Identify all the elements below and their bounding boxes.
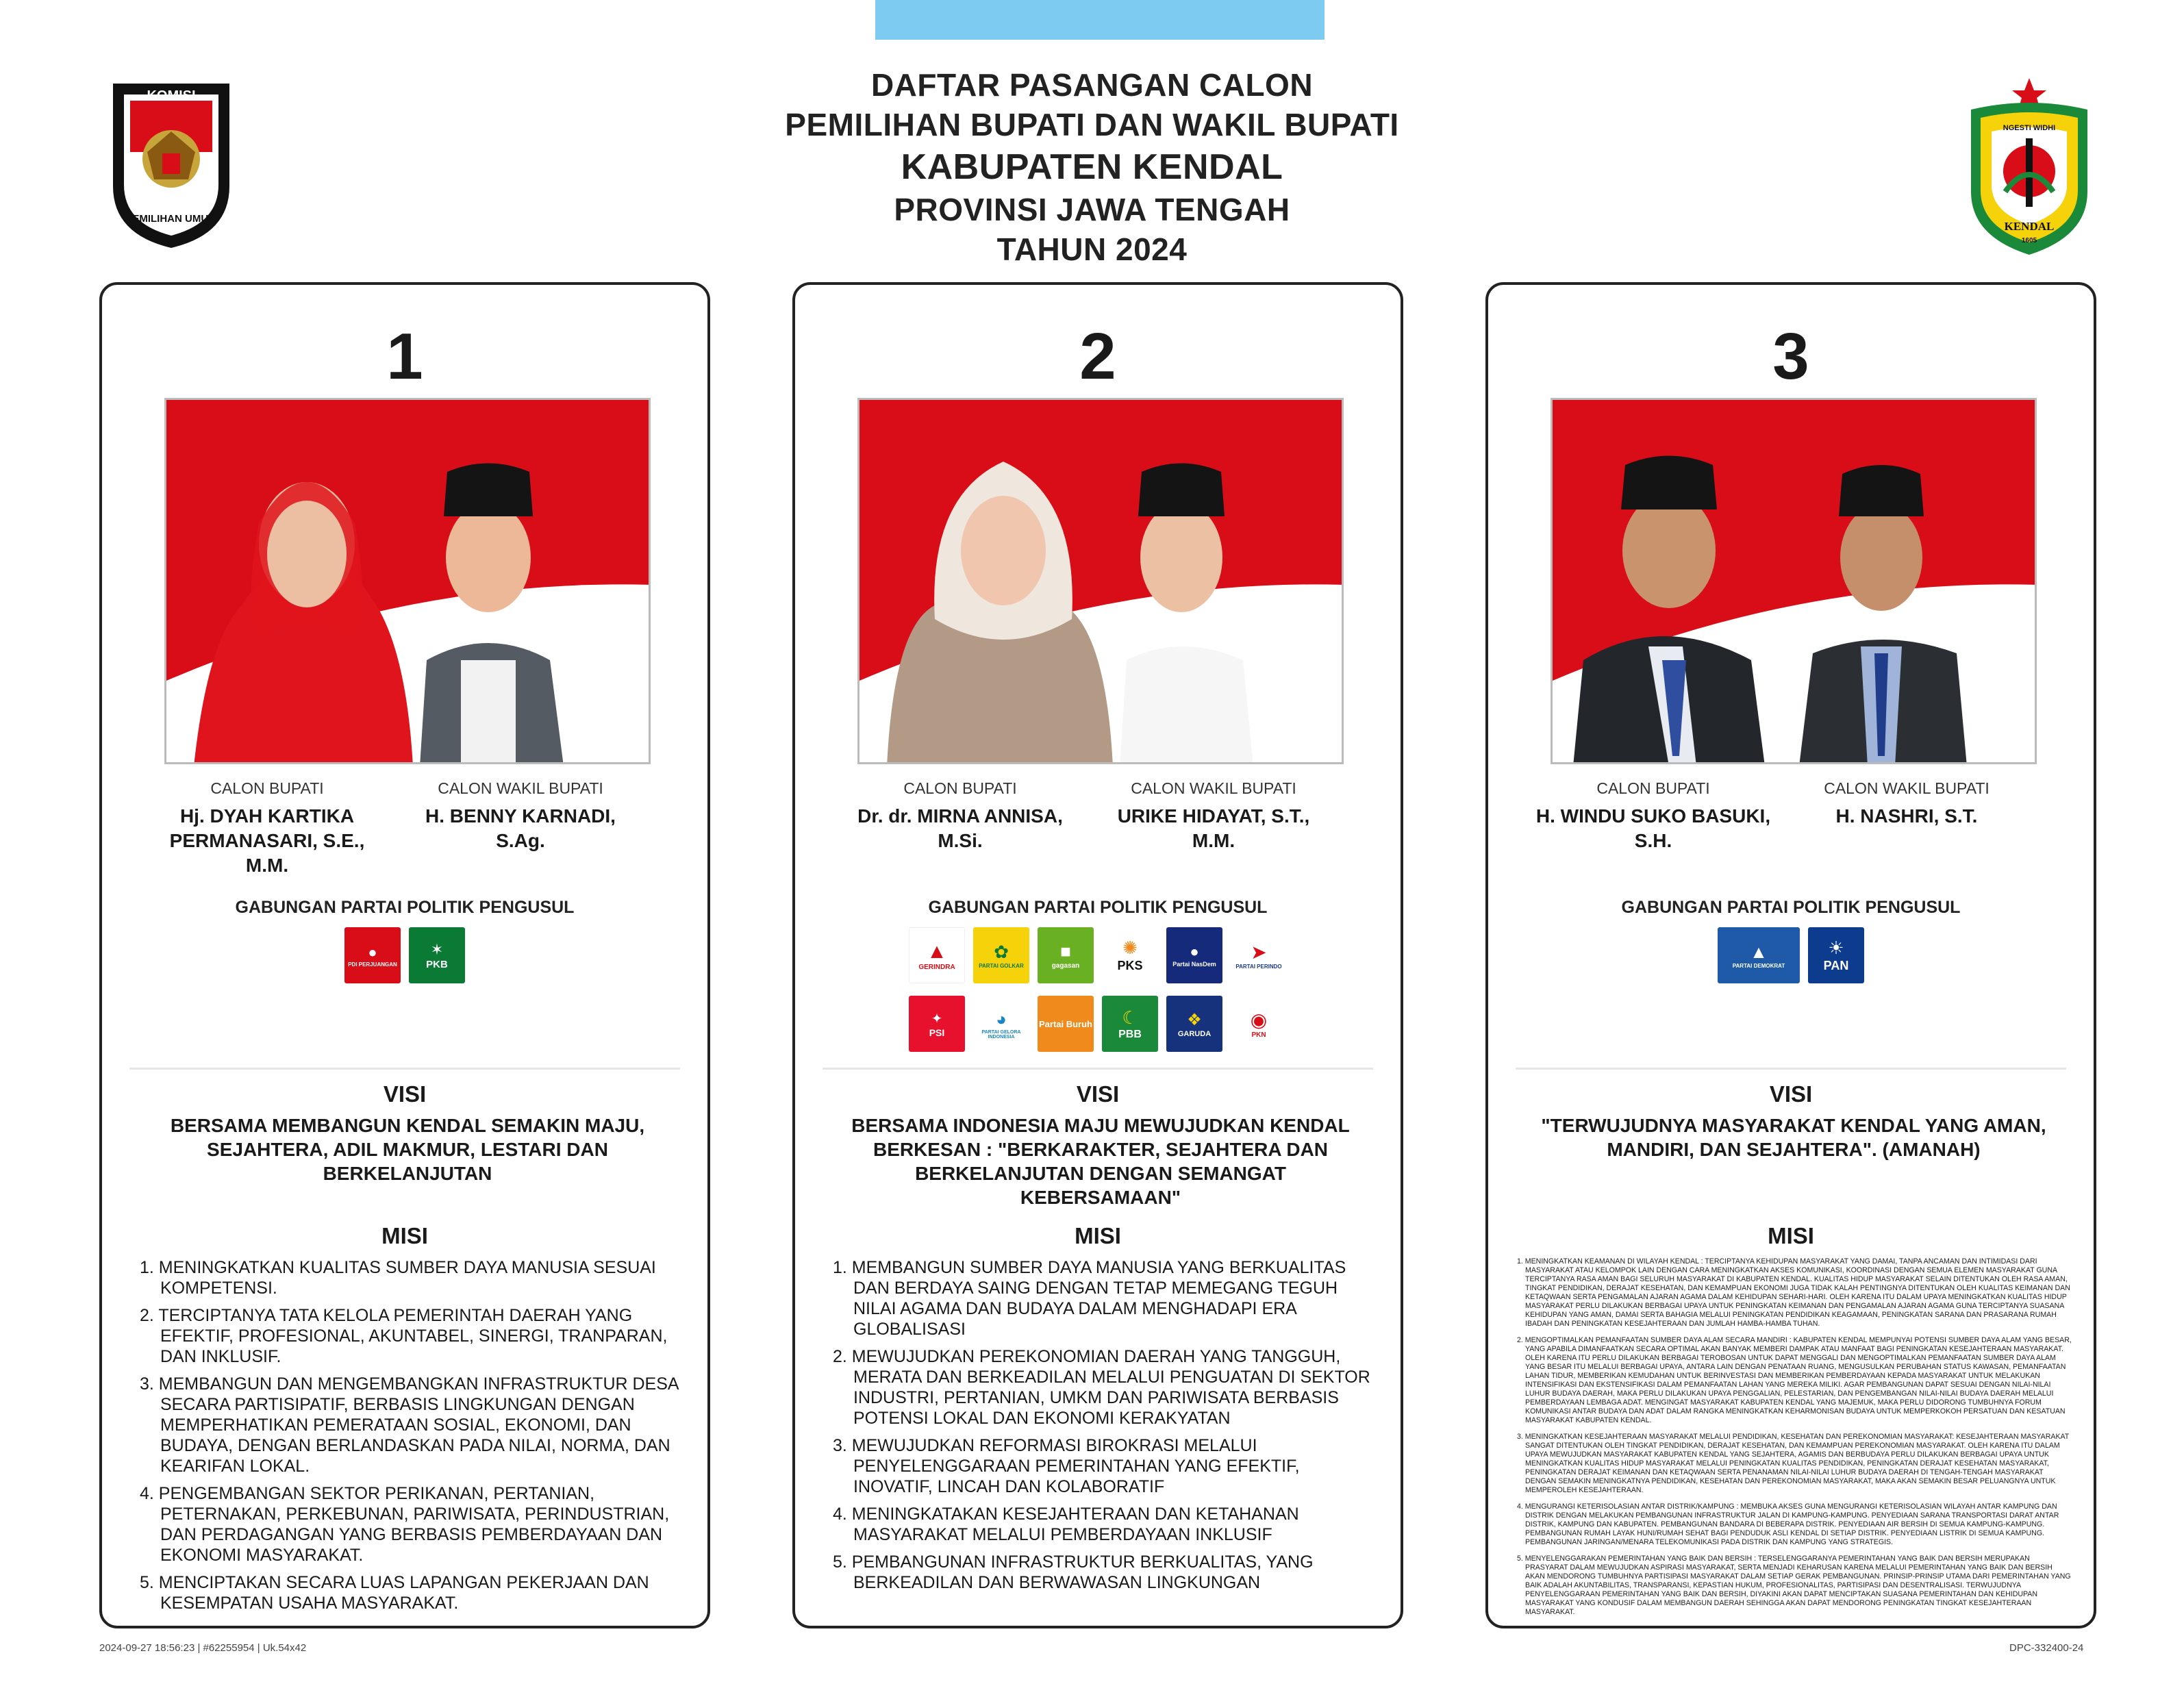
misi-item: 2. TERCIPTANYA TATA KELOLA PEMERINTAH DAERAH YANG EFEKTIF, PROFESIONAL, AKUNTABEL, SINERGI, TRANPARAN, DAN INKLUSIF. xyxy=(140,1306,668,1366)
misi-item: 4. MENINGKATAKAN KESEJAHTERAAN DAN KETAHANAN MASYARAKAT MELALUI PEMBERDAYAAN INKLUSIF xyxy=(833,1505,1299,1544)
bupati-name: H. WINDU SUKO BASUKI, S.H. xyxy=(1535,805,1771,851)
misi-heading: MISI xyxy=(1768,1223,1814,1248)
party-logos xyxy=(102,927,707,996)
party-logos xyxy=(1488,927,2094,996)
header-title xyxy=(616,65,1568,269)
misi-item: 5. MENYELENGGARAKAN PEMERINTAHAN YANG BAIK DAN BERSIH : TERSELENGGARANYA PEMERINTAHAN YANG BAIK DAN BERSIH MERUPAKAN PRASYARAT DALAM MEWUJUDKAN ASPIRASI MASYARAKAT, SERTA MENJADI KEHARUSAN KARENA MELALUI PEMERINTAHAN YANG BAIK DAN BERSIH AKAN MENDORONG TUMBUHNYA PARTISIPASI MASYARAKAT DALAM SETIAP GERAK PEMBANGUNAN. PRINSIP-PRINSIP UTAMA DARI PEMERINTAHAN YANG BAIK ADALAH AKUNTABILITAS, TRANSPARANSI, KEPASTIAN HUKUM, PROFESIONALITAS, PARTISIPASI DAN DESENTRALISASI. TERWUJUDNYA PENYELENGGARAAN PEMERINTAHAN YANG BAIK DAN BERSIH, DIYAKINI AKAN DAPAT MENCIPTAKAN SUASANA PEMERINTAHAN DAN KEHIDUPAN MASYARAKAT YANG KONDUSIF DALAM MEMBANGUN DAERAH SEHINGGA AKAN DAPAT MENDORONG PENINGKATAN TINGKAT KESEJAHTERAAN MASYARAKAT. xyxy=(1517,1555,2071,1616)
candidate-photo xyxy=(857,398,1344,764)
party-logo-pan: ☀ PAN xyxy=(1808,927,1864,983)
coalition-label: GABUNGAN PARTAI POLITIK PENGUSUL xyxy=(1621,898,1961,917)
party-logo-buruh: Partai Buruh xyxy=(1038,996,1094,1052)
misi-heading: MISI xyxy=(381,1223,428,1248)
candidate-number: 1 xyxy=(386,320,423,393)
visi-text: "TERWUJUDNYA MASYARAKAT KENDAL YANG AMAN, MANDIRI, DAN SEJAHTERA". (AMANAH) xyxy=(1541,1115,2046,1160)
kendal-year: 1605 xyxy=(2021,237,2037,244)
header-line-3: KABUPATEN KENDAL xyxy=(901,147,1283,187)
kpu-logo xyxy=(99,77,243,251)
party-logo-golkar: ✿ PARTAI GOLKAR xyxy=(973,927,1029,983)
visi-heading: VISI xyxy=(1769,1081,1813,1107)
visi-heading: VISI xyxy=(1076,1081,1120,1107)
misi-item: 4. PENGEMBANGAN SEKTOR PERIKANAN, PERTANIAN, PETERNAKAN, PERKEBUNAN, PARIWISATA, PERINDUSTRIAN, DAN PERDAGANGAN YANG BERBASIS PEMBERDAYAAN DAN EKONOMI MASYARAKAT. xyxy=(140,1484,670,1565)
misi-list xyxy=(140,1257,681,1620)
divider xyxy=(1516,1068,2066,1070)
bupati-role: CALON BUPATI xyxy=(903,779,1017,797)
candidate-card-2 xyxy=(792,282,1403,1628)
party-logo-pkb: ✶ PKB xyxy=(409,927,465,983)
top-color-bar xyxy=(875,0,1325,40)
wakil-role: CALON WAKIL BUPATI xyxy=(1824,779,1990,797)
misi-item: 5. PEMBANGUNAN INFRASTRUKTUR BERKUALITAS, YANG BERKEADILAN DAN BERWAWASAN LINGKUNGAN xyxy=(833,1552,1314,1592)
bupati-name: Dr. dr. MIRNA ANNISA, M.Si. xyxy=(857,805,1063,851)
wakil-role: CALON WAKIL BUPATI xyxy=(438,779,603,797)
party-logo-demokrat: ▲ PARTAI DEMOKRAT xyxy=(1718,927,1800,983)
party-logo-pbb: ☾ PBB xyxy=(1102,996,1158,1052)
party-logo-pdip: ● PDI PERJUANGAN xyxy=(344,927,401,983)
misi-list xyxy=(833,1257,1374,1600)
visi-text: BERSAMA INDONESIA MAJU MEWUJUDKAN KENDAL BERKESAN : "BERKARAKTER, SEJAHTERA DAN BERKELANJUTAN DENGAN SEMANGAT KEBERSAMAAN" xyxy=(851,1115,1350,1208)
header-line-4: PROVINSI JAWA TENGAH xyxy=(894,192,1290,227)
candidate-card-3 xyxy=(1485,282,2096,1628)
party-logo-ppp: ■ gagasan xyxy=(1038,927,1094,983)
kendal-logo xyxy=(1957,75,2101,260)
divider xyxy=(129,1068,680,1070)
candidate-photo xyxy=(164,398,651,764)
divider xyxy=(823,1068,1373,1070)
footer-print-info: 2024-09-27 18:56:23 | #62255954 | Uk.54x42 xyxy=(99,1642,307,1654)
misi-item: 1. MENINGKATKAN KEAMANAN DI WILAYAH KENDAL : TERCIPTANYA KEHIDUPAN MASYARAKAT YANG DAMAI, TANPA ANCAMAN DAN INTIMIDASI DARI MASYARAKAT ATAU KELOMPOK LAIN DENGAN CARA MENINGKATKAN AKSES KOMUNIKASI, KOORDINASI DENGAN SEMUA ELEMEN MASYARAKAT GUNA TERCIPTANYA RASA AMAN BAGI SELURUH MASYARAKAT DI KABUPATEN KENDAL. KUALITAS HIDUP MASYARAKAT SELAIN DITENTUKAN OLEH RASA AMAN, TINGKAT PENDIDIKAN, DERAJAT KESEHATAN, DAN KEMAMPUAN EKONOMI JUGA TIDAK KALAH PENTINGNYA DITENTUKAN OLEH KUALITAS KEIMANAN DAN KETAQWAAN SERTA PENGAMALAN AJARAN AGAMA DALAM KEHIDUPAN SEHARI-HARI. OLEH KARENA ITU DALAM UPAYA MENINGKATKAN KUALITAS HIDUP MASYARAKAT PERLU DILAKUKAN BERBAGAI UPAYA UNTUK PENINGKATAN KEIMANAN DAN PENGAMALAN AJARAN AGAMA GUNA TERCIPTANYA SUASANA KEHIDUPAN YANG AMAN, DAMAI SERTA BAHAGIA MELALUI PENINGKATAN PENDIDIKAN KEAGAMAAN, PENINGKATAN SARANA DAN PRASARANA RUMAH IBADAH DAN PENINGKATAN KESEJAHTERAAN DAN JUMLAH HAMBA-HAMBA TUHAN. xyxy=(1517,1257,2070,1328)
header-line-1: DAFTAR PASANGAN CALON xyxy=(870,67,1314,103)
party-logo-perindo: ➤ PARTAI PERINDO xyxy=(1231,927,1287,983)
misi-list xyxy=(1517,1257,2072,1624)
misi-item: 5. MENCIPTAKAN SECARA LUAS LAPANGAN PEKERJAAN DAN KESEMPATAN USAHA MASYARAKAT. xyxy=(140,1573,649,1613)
candidate-photo xyxy=(1551,398,2037,764)
candidate-number: 2 xyxy=(1079,320,1116,393)
party-logo-garuda: ❖ GARUDA xyxy=(1166,996,1222,1052)
bupati-name: Hj. DYAH KARTIKA PERMANASARI, S.E., M.M. xyxy=(169,805,365,876)
party-logo-nasdem: ● Partai NasDem xyxy=(1166,927,1222,983)
bupati-role: CALON BUPATI xyxy=(210,779,324,797)
coalition-label: GABUNGAN PARTAI POLITIK PENGUSUL xyxy=(235,898,575,917)
party-logo-gerindra: ▲ GERINDRA xyxy=(909,927,965,983)
wakil-role: CALON WAKIL BUPATI xyxy=(1131,779,1296,797)
party-logo-pks: ✺ PKS xyxy=(1102,927,1158,983)
kpu-bottom-text: PEMILIHAN UMUM xyxy=(125,213,217,225)
visi-heading: VISI xyxy=(383,1081,427,1107)
header-line-2: PEMILIHAN BUPATI DAN WAKIL BUPATI xyxy=(785,107,1399,142)
footer-code: DPC-332400-24 xyxy=(2009,1642,2084,1654)
visi-text: BERSAMA MEMBANGUN KENDAL SEMAKIN MAJU, SEJAHTERA, ADIL MAKMUR, LESTARI DAN BERKELANJUTAN xyxy=(170,1115,645,1184)
misi-heading: MISI xyxy=(1075,1223,1121,1248)
wakil-name: H. NASHRI, S.T. xyxy=(1835,805,1978,827)
misi-item: 4. MENGURANGI KETERISOLASIAN ANTAR DISTRIK/KAMPUNG : MEMBUKA AKSES GUNA MENGURANGI KETERISOLASIAN WILAYAH ANTAR KAMPUNG DAN DISTRIK DENGAN MELAKUKAN PEMBANGUNAN INFRASTRUKTUR JALAN DI KAMPUNG-KAMPUNG. PENYEDIAAN SARANA TRANSPORTASI DARAT ANTAR DISTRIK, KAMPUNG DAN KABUPATEN. PEMBANGUNAN BANDARA DI BEBERAPA DISTRIK. PENYEDIAAN AIR BERSIH DI SEMUA KAMPUNG-KAMPUNG. PEMBANGUNAN RUMAH LAYAK HUNI/RUMAH SEHAT BAGI PENDUDUK ASLI KENDAL DI SETIAP DISTRIK. PENYEDIAAN LISTRIK DI SEMUA KAMPUNG. PEMBANGUNAN JARINGAN/MENARA TELEKOMUNIKASI PADA DISTRIK DAN KAMPUNG YANG STRATEGIS. xyxy=(1517,1502,2059,1546)
misi-item: 1. MENINGKATKAN KUALITAS SUMBER DAYA MANUSIA SESUAI KOMPETENSI. xyxy=(140,1258,656,1298)
party-logos xyxy=(795,927,1401,1064)
kpu-top-text: KOMISI xyxy=(147,88,196,103)
header-line-5: TAHUN 2024 xyxy=(996,231,1188,267)
party-logo-psi: ✦ PSI xyxy=(909,996,965,1052)
misi-item: 1. MEMBANGUN SUMBER DAYA MANUSIA YANG BERKUALITAS DAN BERDAYA SAING DENGAN TETAP MEMEGANG TEGUH NILAI AGAMA DAN BUDAYA DALAM MENGHADAPI ERA GLOBALISASI xyxy=(833,1258,1346,1339)
misi-item: 2. MENGOPTIMALKAN PEMANFAATAN SUMBER DAYA ALAM SECARA MANDIRI : KABUPATEN KENDAL MEMPUNYAI POTENSI SUMBER DAYA ALAM YANG BESAR, YANG APABILA DIMANFAATKAN SECARA OPTIMAL AKAN BANYAK MEMBERI DAMPAK ATAU MANFAAT BAGI PENINGKATAN KESEJAHTERAAN MASYARAKAT. OLEH KARENA ITU PERLU DILAKUKAN BERBAGAI TEROBOSAN UNTUK DAPAT MENGGALI DAN MENGOPTIMALKAN PEMANFAATAN SUMBER DAYA ALAM YANG BESAR ITU MELALUI BERBAGAI UPAYA, ANTARA LAIN DENGAN PENATAAN RUANG, MENGUSULKAN PERUBAHAN STATUS KAWASAN, PEMANFAATAN LAHAN TIDUR, MEMBERIKAN KEMUDAHAN UNTUK BERINVESTASI DAN MEMBERIKAN PEMBERDAYAAN KEPADA MASYARAKAT UNTUK MELAKUKAN INTENSIFIKASI DAN EKSTENSIFIKASI DALAM PEMANFAATAN LAHAN YANG MEREKA MILIKI. AGAR PEMBANGUNAN DAPAT SESUAI DENGAN NILAI-NILAI LUHUR BUDAYA DAERAH, MAKA PERLU DILAKUKAN UPAYA PENGGALIAN, PELESTARIAN, DAN PENGEMBANGAN NILAI-NILAI BUDAYA DAERAH MELALUI PEMBERDAYAAN LEMBAGA ADAT. MENGINGAT MASYARAKAT KABUPATEN KENDAL YANG MAJEMUK, MAKA PERLU DIDORONG TUMBUHNYA FORUM KOMUNIKASI ANTAR BUDAYA DAN ADAT DALAM RANGKA MENINGKATKAN KEHARMONISAN BUDAYA UNTUK MEMPERKOKOH PERSATUAN DAN KESATUAN MASYARAKAT KABUPATEN KENDAL. xyxy=(1517,1336,2072,1424)
candidate-card-1 xyxy=(99,282,710,1628)
party-logo-gelora: ◕ PARTAI GELORA INDONESIA xyxy=(973,996,1029,1052)
kendal-name: KENDAL xyxy=(2004,220,2055,233)
wakil-name: URIKE HIDAYAT, S.T., M.M. xyxy=(1117,805,1310,851)
misi-item: 3. MEMBANGUN DAN MENGEMBANGKAN INFRASTRUKTUR DESA SECARA PARTISIPATIF, BERBASIS LINGKUNGAN DENGAN MEMPERHATIKAN PEMERATAAN SOSIAL, EKONOMI, DAN BUDAYA, DENGAN BERLANDASKAN PADA NILAI, NORMA, DAN KEARIFAN LOKAL. xyxy=(140,1374,679,1476)
coalition-label: GABUNGAN PARTAI POLITIK PENGUSUL xyxy=(928,898,1268,917)
misi-item: 2. MEWUJUDKAN PEREKONOMIAN DAERAH YANG TANGGUH, MERATA DAN BERKEADILAN MELALUI PENGUATAN DI SEKTOR INDUSTRI, PERTANIAN, UMKM DAN PARIWISATA BERBASIS POTENSI LOKAL DAN EKONOMI KERAKYATAN xyxy=(833,1347,1370,1428)
candidate-number: 3 xyxy=(1772,320,1809,393)
kendal-motto: NGESTI WIDHI xyxy=(2003,124,2056,132)
wakil-name: H. BENNY KARNADI, S.Ag. xyxy=(425,805,616,851)
bupati-role: CALON BUPATI xyxy=(1596,779,1710,797)
party-logo-pkn: ◉ PKN xyxy=(1231,996,1287,1052)
misi-item: 3. MENINGKATKAN KESEJAHTERAAN MASYARAKAT MELALUI PENDIDIKAN, KESEHATAN DAN PEREKONOMIAN MASYARAKAT: KESEJAHTERAAN MASYARAKAT SANGAT DITENTUKAN OLEH TINGKAT PENDIDIKAN, DERAJAT KESEHATAN, DAN KEMAMPUAN PEREKONOMIAN MASYARAKAT. OLEH KARENA ITU DALAM UPAYA MEWUJUDKAN MASYARAKAT KABUPATEN KENDAL YANG SEJAHTERA, AGAMIS DAN BERBUDAYA PERLU DILAKUKAN BERBAGAI UPAYA UNTUK MENINGKATKAN KUALITAS HIDUP MASYARAKAT MELALUI PENINGKATAN KUALITAS PENDIDIKAN, PENINGKATAN DERAJAT KESEHATAN MASYARAKAT, PENINGKATAN DERAJAT KEIMANAN DAN KETAQWAAN SERTA PENANAMAN NILAI-NILAI LUHUR BUDAYA DAERAH DI TENGAH-TENGAH MASYARAKAT DENGAN SEMAKIN MENINGKATNYA PENDIDIKAN, KESEHATAN DAN PEREKONOMIAN MASYARAKAT, MAKA AKAN SEMAKIN BESAR PELUANGNYA UNTUK MEMPEROLEH KESEJAHTERAAN. xyxy=(1517,1433,2070,1494)
misi-item: 3. MEWUJUDKAN REFORMASI BIROKRASI MELALUI PENYELENGGARAAN PEMERINTAHAN YANG EFEKTIF, INOVATIF, LINCAH DAN KOLABORATIF xyxy=(833,1436,1300,1496)
